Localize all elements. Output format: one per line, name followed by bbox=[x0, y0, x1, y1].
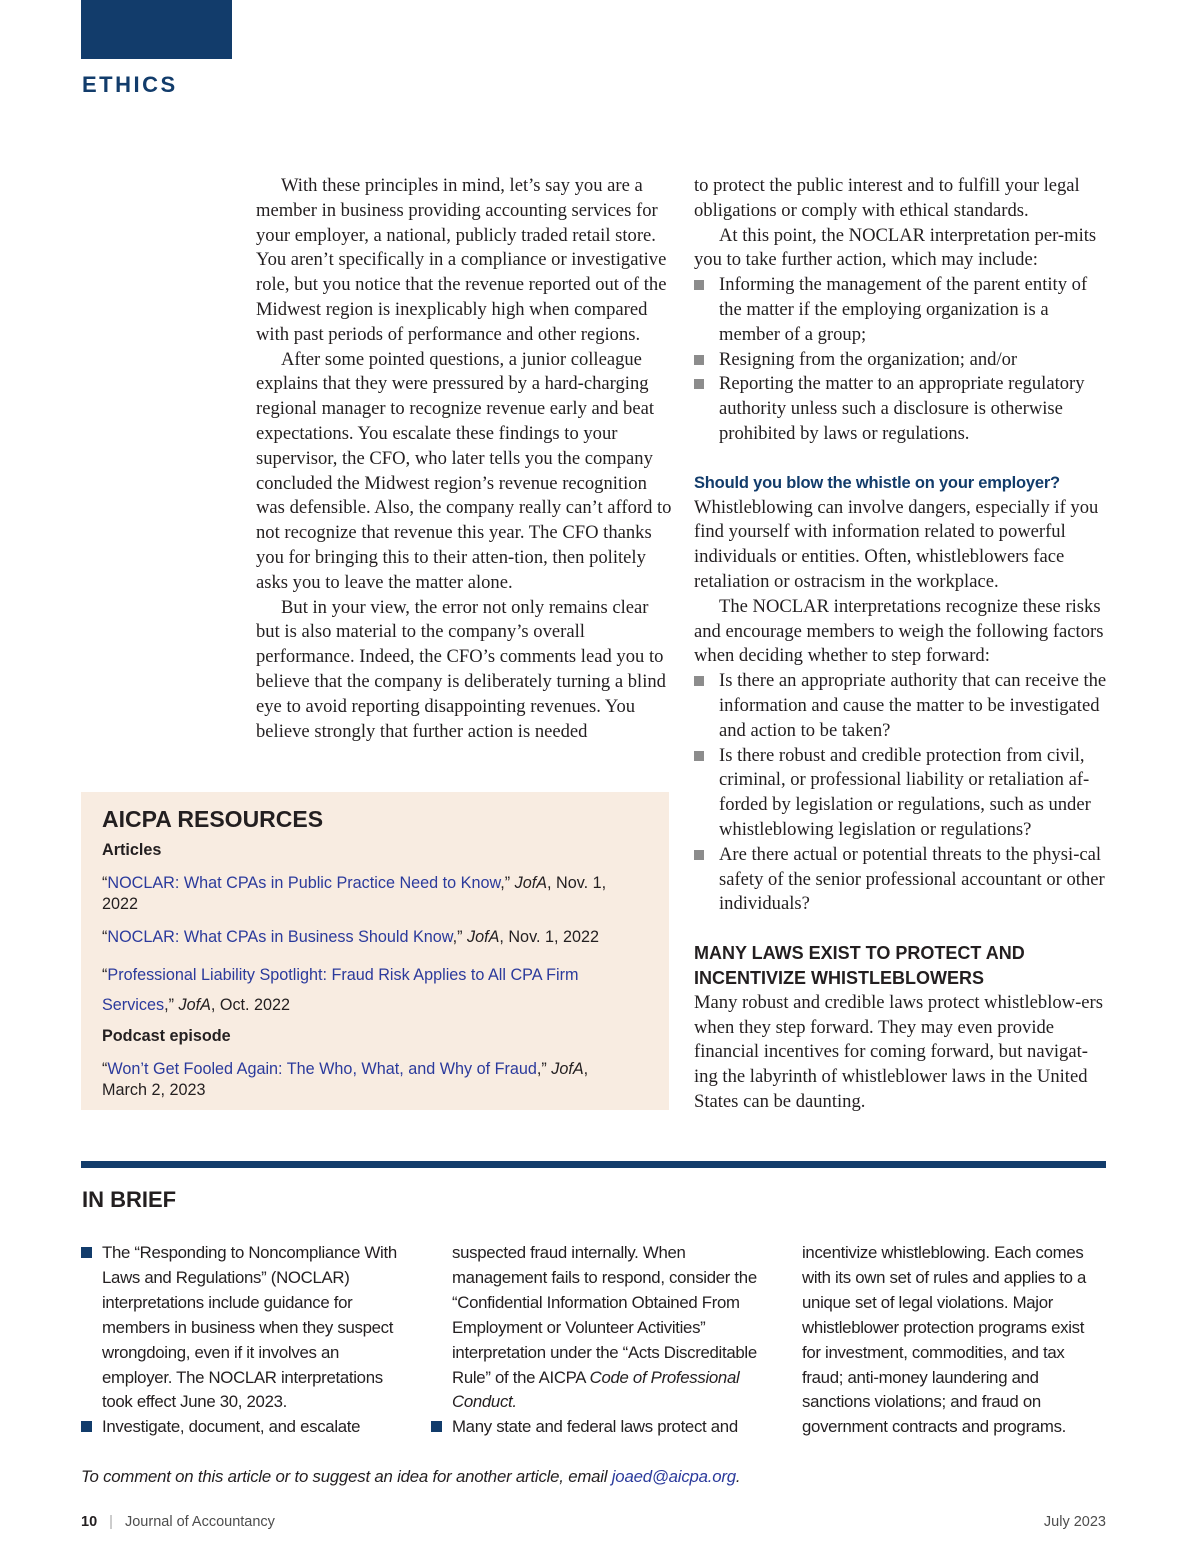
resources-box bbox=[81, 792, 669, 1110]
page-number: 10 bbox=[81, 1514, 98, 1530]
section-label: ETHICS bbox=[82, 72, 178, 97]
subheading: Should you blow the whistle on your employer? bbox=[694, 473, 1060, 492]
list-item: Reporting the matter to an appropriate regulatory authority unless such a disclosure is otherwise prohibited by laws or regulations. bbox=[694, 372, 1110, 446]
article-link[interactable]: Professional Liability Spotlight: Fraud Risk Applies to All CPA Firm Services bbox=[102, 966, 579, 1014]
square-bullet-icon bbox=[694, 355, 704, 365]
article-link[interactable]: NOCLAR: What CPAs in Business Should Know bbox=[107, 928, 453, 946]
journal-name: Journal of Accountancy bbox=[124, 1514, 275, 1530]
paragraph: The NOCLAR interpretations recognize these risks and encourage members to weigh the following factors when deciding whether to step forward: bbox=[694, 595, 1104, 667]
list-item-continued: suspected fraud internally. When management fails to respond, consider the “Confidential Information Obtained From Employment or Volunteer Activities” interpretation under the “Acts Discreditable Rule” of the AICPA Code of Professional Conduct. bbox=[452, 1243, 757, 1412]
list-item: Is there robust and credible protection from civil, criminal, or professional liability or retaliation af-forded by legislation or regulations, such as under whistleblowing legislation or regulations? bbox=[694, 744, 1110, 843]
resource-item: “Professional Liability Spotlight: Fraud Risk Applies to All CPA Firm Services,” JofA, Oct. 2022 bbox=[102, 966, 579, 1014]
issue-date: July 2023 bbox=[1043, 1514, 1106, 1530]
square-bullet-icon bbox=[694, 379, 704, 389]
footer-separator: | bbox=[109, 1514, 113, 1530]
square-bullet-icon bbox=[81, 1247, 92, 1258]
square-bullet-icon bbox=[431, 1421, 442, 1432]
list-item: The “Responding to Noncompliance With Laws and Regulations” (NOCLAR) interpretations include guidance for members in business when they suspect wrongdoing, even if it involves an employer. The NOCLAR interpretations took effect June 30, 2023. bbox=[81, 1241, 406, 1415]
header-color-block bbox=[81, 0, 232, 59]
square-bullet-icon bbox=[81, 1421, 92, 1432]
square-bullet-icon bbox=[694, 850, 704, 860]
section-heading: MANY LAWS EXIST TO PROTECT AND INCENTIVIZE WHISTLEBLOWERS bbox=[694, 943, 1025, 988]
paragraph: Whistleblowing can involve dangers, especially if you find yourself with information related to powerful individuals or entities. Often, whistleblowers face retaliation or ostracism in the workplace. bbox=[694, 496, 1099, 592]
in-brief-title: IN BRIEF bbox=[82, 1187, 177, 1212]
list-item: Resigning from the organization; and/or bbox=[694, 348, 1110, 373]
paragraph: After some pointed questions, a junior colleague explains that they were pressured by a hard-charging regional manager to recognize revenue early and beat expectations. You escalate these findings to your supervisor, the CFO, who later tells you the company concluded the Midwest region’s revenue recognition was defensible. Also, the company really can’t afford to not recognize that revenue this year. The CFO thanks you for bringing this to their atten-tion, then politely asks you to leave the matter alone. bbox=[256, 348, 672, 593]
comment-line: To comment on this article or to suggest an idea for another article, email joaed@aicpa.org. bbox=[81, 1467, 741, 1486]
resource-item: “NOCLAR: What CPAs in Business Should Know,” JofA, Nov. 1, 2022 bbox=[102, 928, 599, 946]
paragraph: With these principles in mind, let’s say you are a member in business providing accounting services for your employer, a national, publicly traded retail store. You aren’t specifically in a compliance or investigative role, but you notice that the revenue reported out of the Midwest region is inexplicably high when compared with past periods of performance and other regions. bbox=[256, 175, 667, 345]
list-item: Is there an appropriate authority that can receive the information and cause the matter to be investigated and action to be taken? bbox=[694, 669, 1110, 743]
list-item: Are there actual or potential threats to the physi-cal safety of the senior professional accountant or other individuals? bbox=[694, 843, 1110, 917]
in-brief-column-3 bbox=[802, 1241, 1102, 1440]
email-link[interactable]: joaed@aicpa.org bbox=[611, 1467, 736, 1486]
articles-label: Articles bbox=[102, 841, 162, 859]
resource-item: “NOCLAR: What CPAs in Public Practice Need to Know,” JofA, Nov. 1, 2022 bbox=[102, 874, 607, 913]
resource-item: “Won’t Get Fooled Again: The Who, What, and Why of Fraud,” JofA, March 2, 2023 bbox=[102, 1060, 589, 1099]
square-bullet-icon bbox=[694, 676, 704, 686]
paragraph: Many robust and credible laws protect whistleblow-ers when they step forward. They may even provide financial incentives for coming forward, but navigat-ing the labyrinth of whistleblower laws in the United States can be daunting. bbox=[694, 991, 1103, 1112]
list-item-continued: incentivize whistleblowing. Each comes with its own set of rules and applies to a unique set of legal violations. Major whistleblower protection programs exist for investment, commodities, and tax fraud; anti-money laundering and sanctions violations; and fraud on government contracts and programs. bbox=[802, 1243, 1087, 1437]
square-bullet-icon bbox=[694, 751, 704, 761]
square-bullet-icon bbox=[694, 280, 704, 290]
paragraph: But in your view, the error not only remains clear but is also material to the company’s overall performance. Indeed, the CFO’s comments lead you to believe that the company is deliberately turning a blind eye to avoid reporting disappointing revenues. You believe strongly that further action is needed bbox=[256, 596, 666, 742]
body-column-2 bbox=[694, 174, 1110, 1115]
resources-title: AICPA RESOURCES bbox=[102, 806, 324, 832]
in-brief-column-1 bbox=[81, 1241, 406, 1440]
podcast-link[interactable]: Won’t Get Fooled Again: The Who, What, and Why of Fraud bbox=[107, 1060, 537, 1078]
body-column-1 bbox=[256, 174, 672, 744]
in-brief-column-2 bbox=[431, 1241, 761, 1440]
footer bbox=[81, 1514, 275, 1530]
paragraph: At this point, the NOCLAR interpretation per-mits you to take further action, which may include: bbox=[694, 224, 1097, 271]
in-brief-rule bbox=[81, 1161, 1106, 1168]
list-item: Investigate, document, and escalate bbox=[81, 1415, 406, 1440]
podcast-label: Podcast episode bbox=[102, 1027, 231, 1045]
article-link[interactable]: NOCLAR: What CPAs in Public Practice Need to Know bbox=[107, 874, 501, 892]
list-item: Many state and federal laws protect and bbox=[431, 1415, 761, 1440]
paragraph: to protect the public interest and to fulfill your legal obligations or comply with ethical standards. bbox=[694, 175, 1080, 221]
list-item: Informing the management of the parent entity of the matter if the employing organization is a member of a group; bbox=[694, 273, 1110, 347]
